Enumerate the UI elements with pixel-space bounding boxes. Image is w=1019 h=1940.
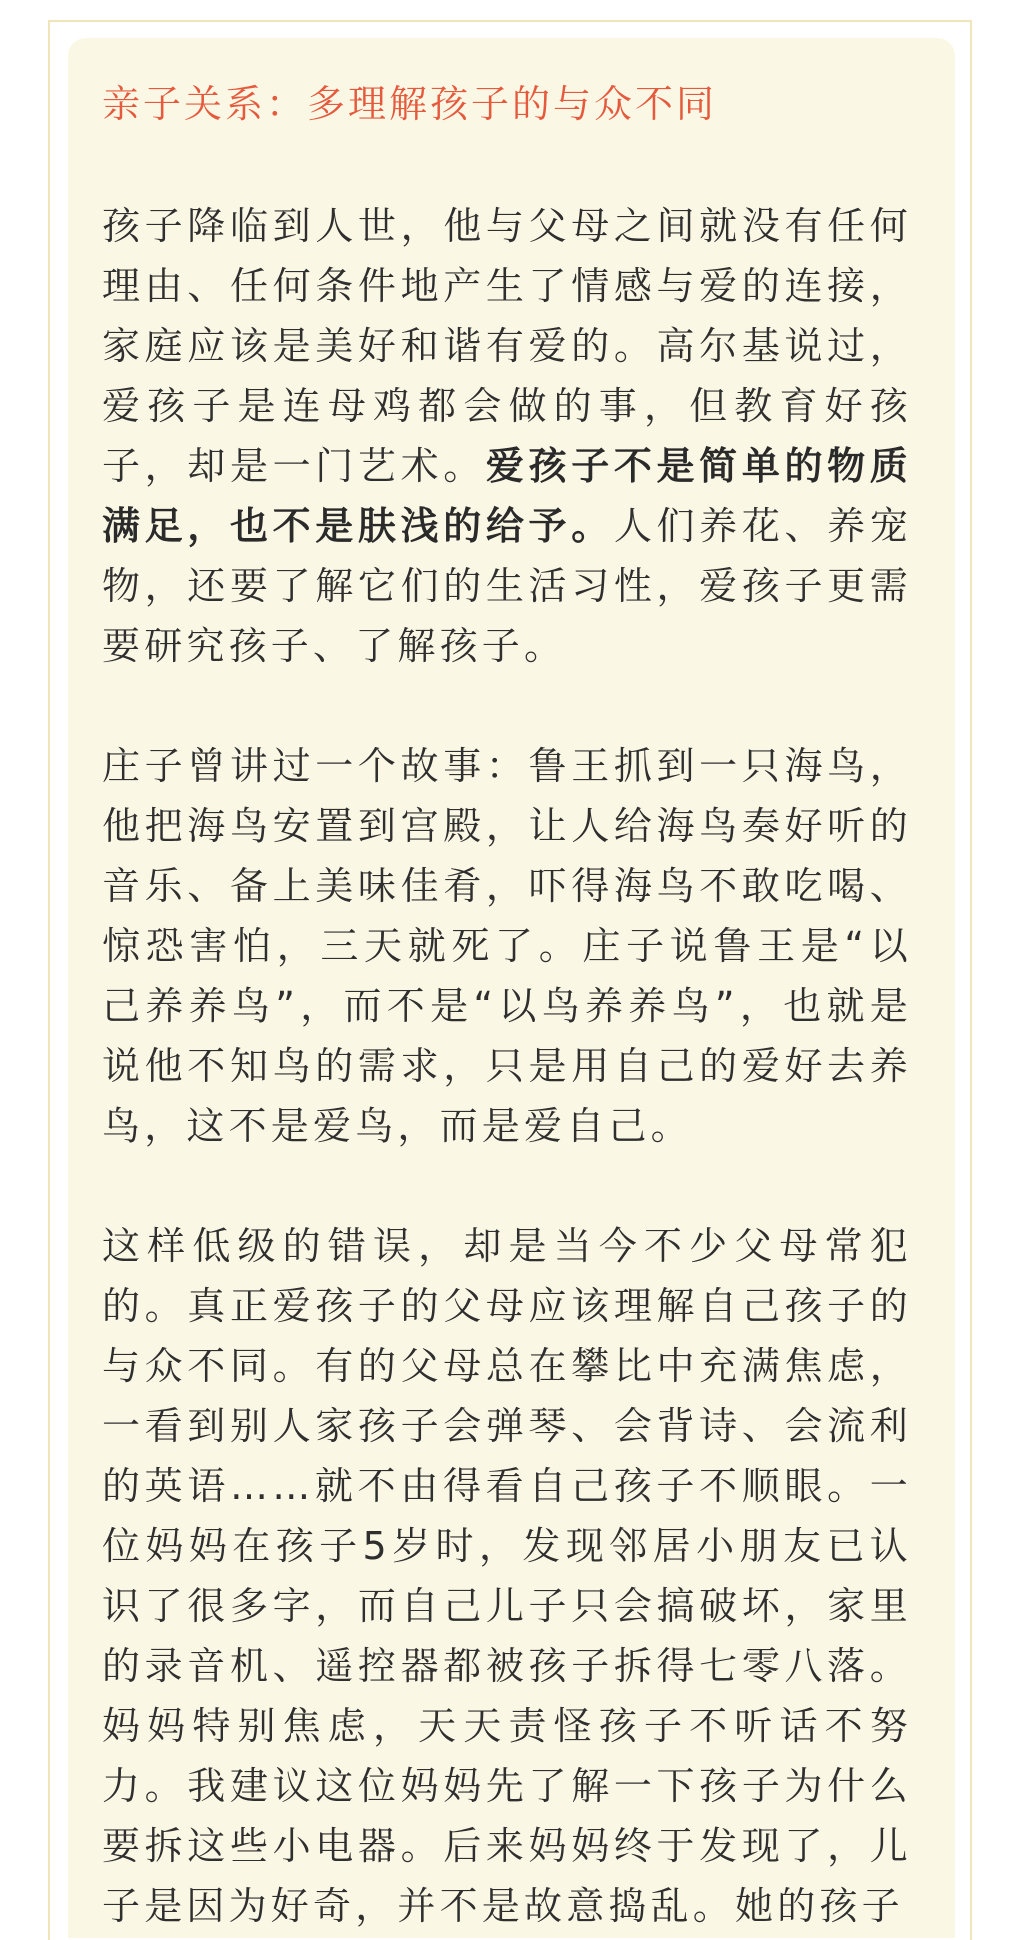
paragraph-example: 这样低级的错误，却是当今不少父母常犯的。真正爱孩子的父母应该理解自己孩子的与众不同。有的父母总在攀比中充满焦虑，一看到别人家孩子会弹琴、会背诗、会流利的英语……就不由得看自己孩子不顺眼。一位妈妈在孩子5岁时，发现邻居小朋友已认识了很多字，而自己儿子只会搞破坏，家里的录音机、遥控器都被孩子拆得七零八落。妈妈特别焦虑，天天责怪孩子不听话不努力。我建议这位妈妈先了解一下孩子为什么要拆这些小电器。后来妈妈终于发现了，儿子是因为好奇，并不是故意捣乱。她的孩子 (102, 1224, 912, 1928)
article-content (102, 74, 912, 1936)
paragraph-spacing-1 (102, 676, 912, 736)
article-title: 亲子关系：多理解孩子的与众不同 (102, 82, 718, 126)
paragraph-spacing-2 (102, 1156, 912, 1216)
paragraph-intro (102, 196, 912, 676)
paragraph-story: 庄子曾讲过一个故事：鲁王抓到一只海鸟，他把海鸟安置到宫殿，让人给海鸟奏好听的音乐、备上美味佳肴，吓得海鸟不敢吃喝、惊恐害怕，三天就死了。庄子说鲁王是“以己养养鸟”，而不是“以鸟养养鸟”，也就是说他不知鸟的需求，只是用自己的爱好去养鸟，这不是爱鸟，而是爱自己。 (102, 744, 912, 1148)
paragraph-intro-text-2: 人们养花、养宠物，还要了解它们的生活习性，爱孩子更需要研究孩子、了解孩子。 (102, 504, 913, 668)
paragraph-intro-text-1: 孩子降临到人世，他与父母之间就没有任何理由、任何条件地产生了情感与爱的连接，家庭应该是美好和谐有爱的。高尔基说过，爱孩子是连母鸡都会做的事，但教育好孩子，却是一门艺术。 (102, 204, 912, 488)
paragraph-intro-bold-text: 爱孩子不是简单的物质满足，也不是肤浅的给予。 (102, 444, 912, 548)
title-spacing (102, 134, 912, 196)
